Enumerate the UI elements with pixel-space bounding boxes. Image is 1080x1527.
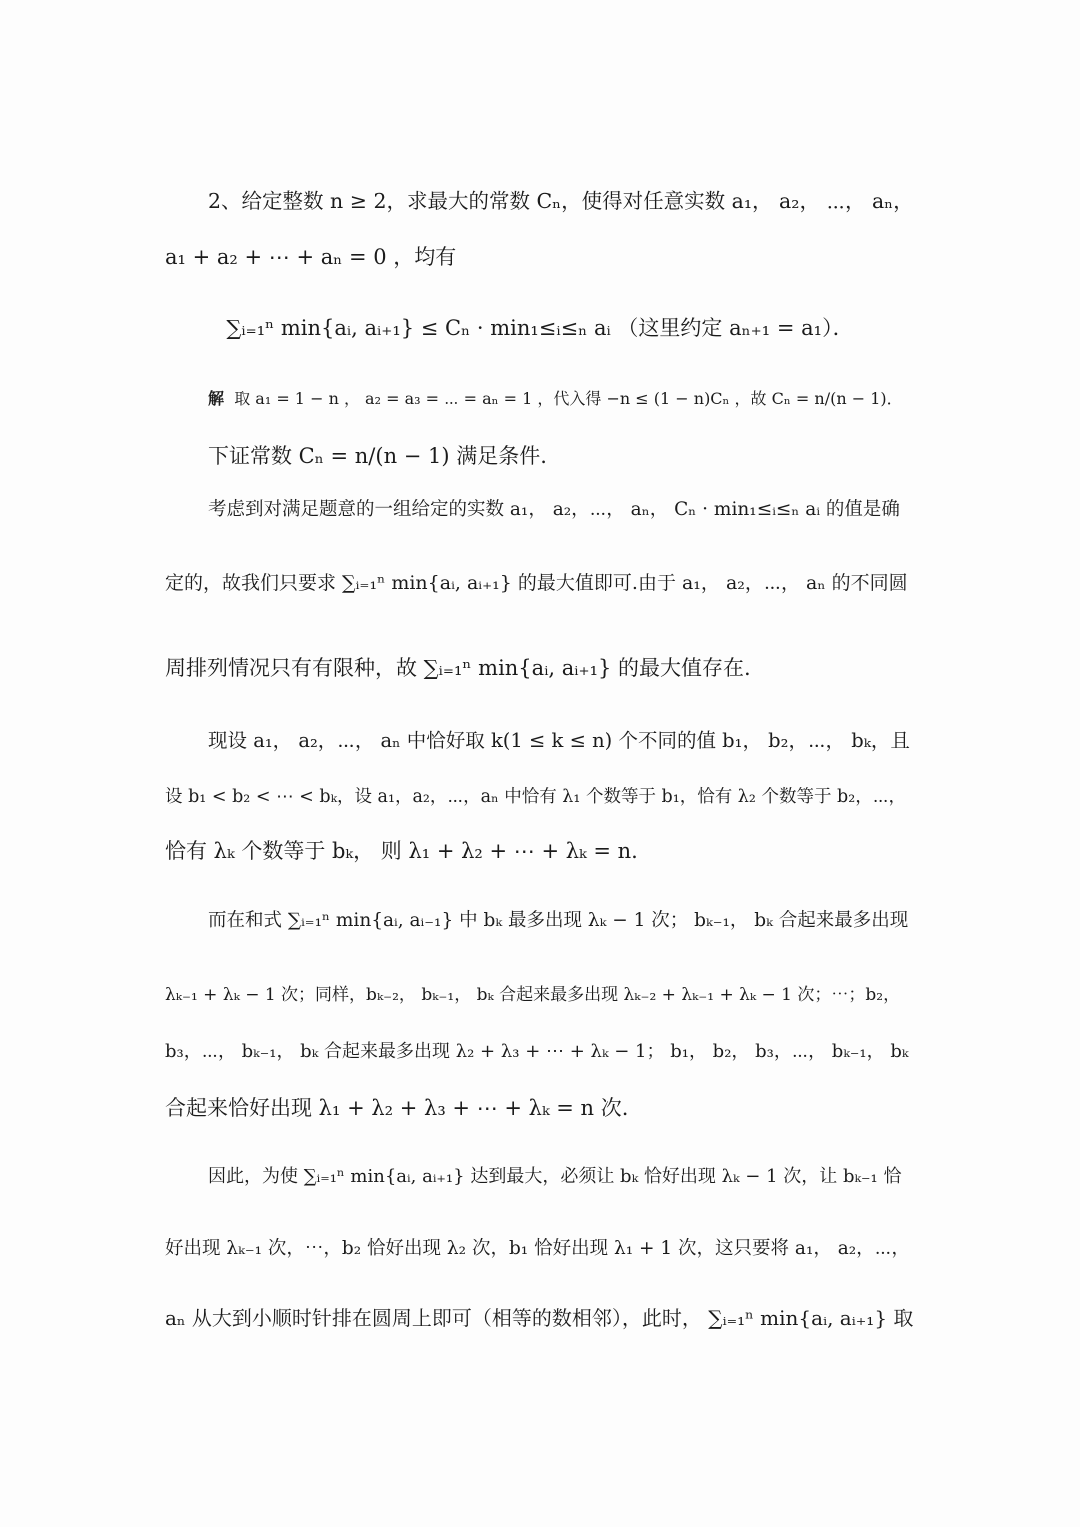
- paragraph-3-line-2: λₖ₋₁ + λₖ − 1 次；同样，bₖ₋₂， bₖ₋₁， bₖ 合起来最多出现 λₖ₋₂ + λₖ₋₁ + λₖ − 1 次；⋯；b₂，: [165, 985, 901, 1005]
- paragraph-1-line-1: 考虑到对满足题意的一组给定的实数 a₁， a₂，⋯， aₙ， Cₙ · min₁≤ᵢ≤ₙ aᵢ 的值是确: [208, 499, 900, 520]
- paragraph-2-line-2: 设 b₁ < b₂ < ⋯ < bₖ，设 a₁，a₂，⋯，aₙ 中恰有 λ₁ 个数等于 b₁，恰有 λ₂ 个数等于 b₂，⋯，: [165, 787, 907, 807]
- paragraph-3-line-1: 而在和式 ∑ᵢ₌₁ⁿ min{aᵢ, aᵢ₋₁} 中 bₖ 最多出现 λₖ − 1 次； bₖ₋₁， bₖ 合起来最多出现: [208, 910, 909, 931]
- display-inequality: ∑ᵢ₌₁ⁿ min{aᵢ, aᵢ₊₁} ≤ Cₙ · min₁≤ᵢ≤ₙ aᵢ （这里约定 aₙ₊₁ = a₁）．: [226, 316, 854, 340]
- solution-line-2: 下证常数 Cₙ = n/(n − 1) 满足条件.: [208, 444, 547, 468]
- solution-text: 取 a₁ = 1 − n ， a₂ = a₃ = ⋯ = aₙ = 1 ，代入得 −n ≤ (1 − n)Cₙ ，故 Cₙ = n/(n − 1)．: [234, 389, 903, 408]
- paragraph-3-line-4: 合起来恰好出现 λ₁ + λ₂ + λ₃ + ⋯ + λₖ = n 次.: [165, 1096, 629, 1120]
- paragraph-4-line-2: 好出现 λₖ₋₁ 次，⋯，b₂ 恰好出现 λ₂ 次，b₁ 恰好出现 λ₁ + 1 次，这只要将 a₁， a₂，⋯，: [165, 1238, 910, 1259]
- paragraph-4-line-1: 因此，为使 ∑ᵢ₌₁ⁿ min{aᵢ, aᵢ₊₁} 达到最大，必须让 bₖ 恰好出现 λₖ − 1 次，让 bₖ₋₁ 恰: [208, 1166, 902, 1187]
- paragraph-2-line-1: 现设 a₁， a₂，⋯， aₙ 中恰好取 k(1 ≤ k ≤ n) 个不同的值 b₁， b₂，⋯， bₖ，且: [208, 729, 910, 752]
- paragraph-4-line-3: aₙ 从大到小顺时针排在圆周上即可（相等的数相邻），此时， ∑ᵢ₌₁ⁿ min{aᵢ, aᵢ₊₁} 取: [165, 1306, 914, 1330]
- paragraph-1-line-2: 定的，故我们只要求 ∑ᵢ₌₁ⁿ min{aᵢ, aᵢ₊₁} 的最大值即可.由于 a₁， a₂，⋯， aₙ 的不同圆: [165, 572, 908, 594]
- paragraph-2-line-3: 恰有 λₖ 个数等于 bₖ， 则 λ₁ + λ₂ + ⋯ + λₖ = n.: [165, 839, 638, 863]
- solution-label: 解: [208, 389, 225, 408]
- paragraph-1-line-3: 周排列情况只有有限种，故 ∑ᵢ₌₁ⁿ min{aᵢ, aᵢ₊₁} 的最大值存在.: [165, 656, 751, 680]
- solution-line-1: [208, 384, 915, 414]
- problem-line-1: 2、给定整数 n ≥ 2，求最大的常数 Cₙ，使得对任意实数 a₁， a₂， ⋯， aₙ，: [208, 189, 914, 213]
- paragraph-3-line-3: b₃，⋯， bₖ₋₁， bₖ 合起来最多出现 λ₂ + λ₃ + ⋯ + λₖ − 1； b₁， b₂， b₃，⋯， bₖ₋₁， bₖ: [165, 1041, 909, 1062]
- problem-line-2: a₁ + a₂ + ⋯ + aₙ = 0 ，均有: [165, 245, 457, 269]
